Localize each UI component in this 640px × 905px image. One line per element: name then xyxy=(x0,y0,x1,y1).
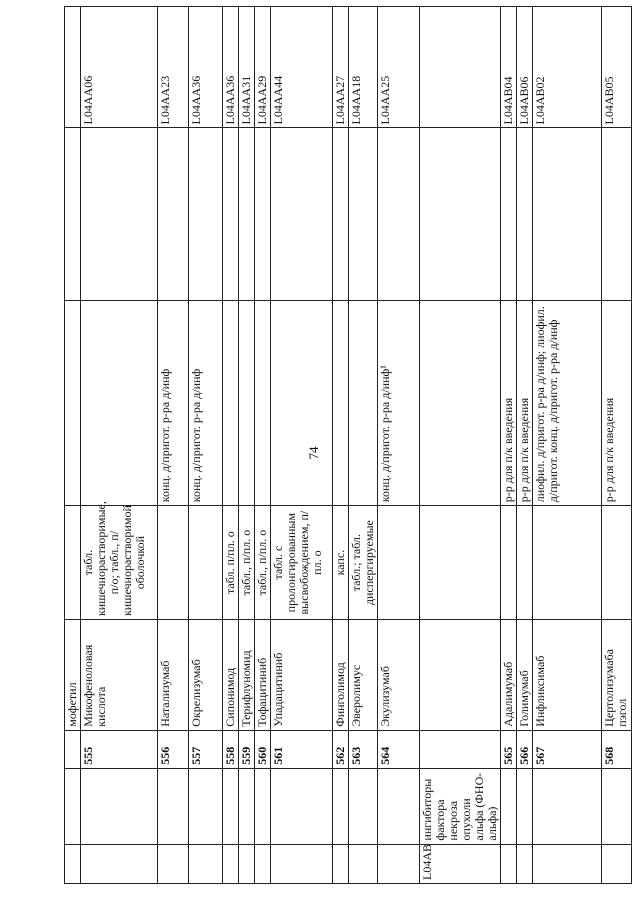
substance-cell: Тофацитиниб xyxy=(255,620,271,731)
group-name-cell xyxy=(517,768,533,844)
table-row xyxy=(271,7,333,884)
tablet-form-cell: табл. с пролонгированным высвобождением, п/пл. о xyxy=(271,506,333,620)
substance-cell: Сипонимод xyxy=(223,620,239,731)
group-name-cell: ингибиторы фактора некроза опухоли альфа (ФНО-альфа) xyxy=(420,768,501,844)
table-row xyxy=(158,7,189,884)
group-name-cell xyxy=(81,768,158,844)
substance-cell: мофетил xyxy=(65,620,81,731)
group-name-cell xyxy=(501,768,517,844)
injection-form-cell xyxy=(333,301,349,506)
number-cell: 564 xyxy=(378,730,420,768)
group-name-cell xyxy=(333,768,349,844)
number-cell: 555 xyxy=(81,730,158,768)
atc-code-cell: L04AA29 xyxy=(255,7,271,128)
tablet-form-cell xyxy=(420,506,501,620)
injection-form-cell: конц. д/пригот. р-ра д/инф xyxy=(189,301,223,506)
substance-cell xyxy=(420,620,501,731)
group-code-cell xyxy=(81,844,158,883)
group-name-cell xyxy=(255,768,271,844)
number-cell xyxy=(420,730,501,768)
number-cell xyxy=(65,730,81,768)
note-cell xyxy=(158,128,189,301)
note-cell xyxy=(602,128,632,301)
number-cell: 565 xyxy=(501,730,517,768)
tablet-form-cell xyxy=(189,506,223,620)
substance-cell: Натализумаб xyxy=(158,620,189,731)
tablet-form-cell xyxy=(602,506,632,620)
atc-code-cell: L04AA06 xyxy=(81,7,158,128)
tablet-form-cell xyxy=(517,506,533,620)
injection-form-cell xyxy=(223,301,239,506)
substance-cell: Голимумаб xyxy=(517,620,533,731)
injection-form-cell: конц. д/пригот. р-ра д/инф xyxy=(158,301,189,506)
injection-form-cell: лиофил. д/пригот. р-ра д/инф; лиофил. д/пригот. конц. д/пригот. р-ра д/инф xyxy=(533,301,602,506)
tablet-form-cell: табл., п/пл. о xyxy=(255,506,271,620)
page-number: 74 xyxy=(306,446,321,460)
group-code-cell xyxy=(602,844,632,883)
table-row xyxy=(223,7,239,884)
group-name-cell xyxy=(158,768,189,844)
group-name-cell xyxy=(349,768,378,844)
note-cell xyxy=(501,128,517,301)
tablet-form-cell: табл.; табл. диспергируемые xyxy=(349,506,378,620)
table-row xyxy=(420,7,501,884)
injection-form-cell xyxy=(271,301,333,506)
group-name-cell xyxy=(271,768,333,844)
number-cell: 566 xyxy=(517,730,533,768)
atc-code-cell: L04AA23 xyxy=(158,7,189,128)
injection-form-cell xyxy=(81,301,158,506)
group-name-cell xyxy=(602,768,632,844)
table-row xyxy=(349,7,378,884)
number-cell: 559 xyxy=(239,730,255,768)
table-row xyxy=(65,7,81,884)
note-cell xyxy=(223,128,239,301)
number-cell: 557 xyxy=(189,730,223,768)
substance-cell: Эверолимус xyxy=(349,620,378,731)
tablet-form-cell xyxy=(533,506,602,620)
number-cell: 556 xyxy=(158,730,189,768)
atc-code-cell: L04AB04 xyxy=(501,7,517,128)
group-code-cell xyxy=(271,844,333,883)
atc-code-cell: L04AA18 xyxy=(349,7,378,128)
substance-cell: Цертолизумаба пэгол xyxy=(602,620,632,731)
tablet-form-cell xyxy=(158,506,189,620)
note-cell xyxy=(65,128,81,301)
substance-cell: Терифлуномид xyxy=(239,620,255,731)
number-cell: 558 xyxy=(223,730,239,768)
tablet-form-cell xyxy=(65,506,81,620)
group-code-cell xyxy=(533,844,602,883)
table-row xyxy=(333,7,349,884)
group-code-cell xyxy=(501,844,517,883)
substance-cell: Экулизумаб xyxy=(378,620,420,731)
injection-form-cell: р-р для п/к введения xyxy=(517,301,533,506)
tablet-form-cell: табл., п/пл. о xyxy=(239,506,255,620)
tablet-form-cell: табл. кишечнорастворимые, п/о; табл., п/кишечнорастворимой оболочкой xyxy=(81,506,158,620)
tablet-form-cell: табл. п/пл. о xyxy=(223,506,239,620)
substance-cell: Финголимод xyxy=(333,620,349,731)
group-name-cell xyxy=(378,768,420,844)
group-name-cell xyxy=(533,768,602,844)
group-code-cell xyxy=(239,844,255,883)
atc-code-cell xyxy=(65,7,81,128)
note-cell xyxy=(378,128,420,301)
note-cell xyxy=(533,128,602,301)
number-cell: 562 xyxy=(333,730,349,768)
number-cell: 568 xyxy=(602,730,632,768)
substance-cell: Окрелизумаб xyxy=(189,620,223,731)
table-row xyxy=(239,7,255,884)
tablet-form-cell xyxy=(378,506,420,620)
injection-form-cell xyxy=(420,301,501,506)
group-code-cell: L04AB xyxy=(420,844,501,883)
group-name-cell xyxy=(189,768,223,844)
number-cell: 560 xyxy=(255,730,271,768)
group-code-cell xyxy=(189,844,223,883)
tablet-form-cell xyxy=(501,506,517,620)
group-name-cell xyxy=(223,768,239,844)
injection-form-cell xyxy=(255,301,271,506)
number-cell: 561 xyxy=(271,730,333,768)
group-code-cell xyxy=(333,844,349,883)
atc-code-cell: L04AA36 xyxy=(189,7,223,128)
group-code-cell xyxy=(517,844,533,883)
note-cell xyxy=(239,128,255,301)
atc-code-cell: L04AA31 xyxy=(239,7,255,128)
substance-cell: Инфликсимаб xyxy=(533,620,602,731)
atc-code-cell: L04AB06 xyxy=(517,7,533,128)
number-cell: 567 xyxy=(533,730,602,768)
table-row xyxy=(189,7,223,884)
note-cell xyxy=(81,128,158,301)
table-row xyxy=(501,7,517,884)
drug-table-container xyxy=(64,6,629,884)
group-code-cell xyxy=(223,844,239,883)
drug-list-table xyxy=(64,6,632,884)
note-cell xyxy=(517,128,533,301)
injection-form-cell: конц. д/пригот. р-ра д/инф¹ xyxy=(378,301,420,506)
atc-code-cell: L04AA25 xyxy=(378,7,420,128)
table-row xyxy=(81,7,158,884)
table-row xyxy=(517,7,533,884)
group-code-cell xyxy=(255,844,271,883)
note-cell xyxy=(255,128,271,301)
note-cell xyxy=(271,128,333,301)
group-name-cell xyxy=(65,768,81,844)
substance-cell: Упадацитиниб xyxy=(271,620,333,731)
injection-form-cell xyxy=(349,301,378,506)
table-row xyxy=(255,7,271,884)
group-code-cell xyxy=(378,844,420,883)
atc-code-cell: L04AA27 xyxy=(333,7,349,128)
injection-form-cell xyxy=(65,301,81,506)
injection-form-cell: р-р для п/к введения xyxy=(602,301,632,506)
note-cell xyxy=(333,128,349,301)
note-cell xyxy=(420,128,501,301)
substance-cell: Адалимумаб xyxy=(501,620,517,731)
number-cell: 563 xyxy=(349,730,378,768)
atc-code-cell xyxy=(420,7,501,128)
group-code-cell xyxy=(65,844,81,883)
group-code-cell xyxy=(349,844,378,883)
group-code-cell xyxy=(158,844,189,883)
atc-code-cell: L04AB02 xyxy=(533,7,602,128)
substance-cell: Микофеноловая кислота xyxy=(81,620,158,731)
tablet-form-cell: капс. xyxy=(333,506,349,620)
injection-form-cell xyxy=(239,301,255,506)
injection-form-cell: р-р для п/к введения xyxy=(501,301,517,506)
table-row xyxy=(378,7,420,884)
note-cell xyxy=(349,128,378,301)
atc-code-cell: L04AA36 xyxy=(223,7,239,128)
table-row xyxy=(533,7,602,884)
atc-code-cell: L04AA44 xyxy=(271,7,333,128)
group-name-cell xyxy=(239,768,255,844)
atc-code-cell: L04AB05 xyxy=(602,7,632,128)
note-cell xyxy=(189,128,223,301)
table-row xyxy=(602,7,632,884)
